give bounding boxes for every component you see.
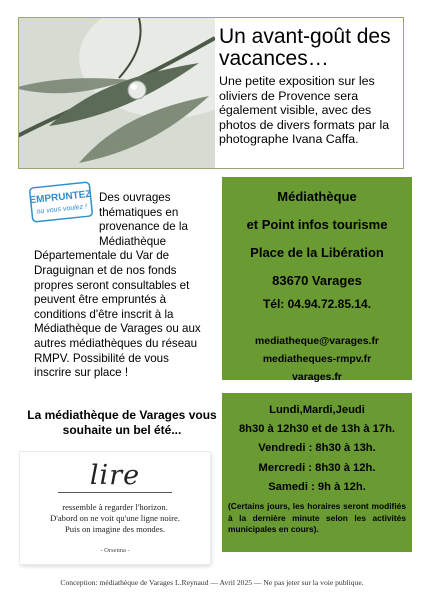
- exhibition-description: Une petite exposition sur les oliviers de Provence sera également visible, avec des photos de divers formats par la photographe Ivana Caffa.: [219, 74, 390, 147]
- quote-title: lire: [89, 460, 141, 491]
- intro-line-4: Médiathèque: [99, 234, 167, 248]
- contact-line: Place de la Libération: [250, 245, 384, 260]
- hours-days: Lundi,Mardi,Jeudi: [269, 404, 365, 416]
- quote-author: - Orsenna -: [100, 547, 130, 554]
- quote-divider: [58, 492, 172, 493]
- hours-line: Vendredi : 8h30 à 13h.: [258, 442, 376, 455]
- summer-wish: La médiathèque de Varages vous souhaite un bel été...: [27, 408, 217, 437]
- hours-line: Samedi : 9h à 12h.: [268, 480, 366, 493]
- hours-line: 8h30 à 12h30 et de 13h à 17h.: [238, 423, 396, 436]
- opening-hours-box: [222, 393, 412, 552]
- town-website-link[interactable]: varages.fr: [292, 372, 342, 383]
- collection-description: [34, 191, 209, 381]
- olive-leaf-illustration: [19, 18, 215, 168]
- quote-card: [20, 452, 210, 564]
- hours-line: Mercredi : 8h30 à 12h.: [258, 461, 376, 474]
- intro-section: [18, 17, 404, 169]
- footer-credit: Conception: médiathèque de Varages L.Reynaud — Avril 2025 — Ne pas jeter sur la voie publique.: [60, 578, 364, 587]
- quote-text: [20, 502, 210, 535]
- contact-line: et Point infos tourisme: [246, 217, 388, 232]
- contact-line: 83670 Varages: [272, 273, 362, 288]
- hours-note: (Certains jours, les horaires seront modifiés à la dernière minute selon les activités municipales en cours).: [228, 501, 406, 535]
- intro-text: [219, 26, 403, 147]
- intro-line-1: Des ouvrages: [99, 191, 171, 204]
- contact-box: [222, 177, 412, 383]
- phone-number: Tél: 04.94.72.85.14.: [262, 297, 372, 311]
- olive-leaf-photo: [19, 18, 215, 168]
- intro-line-2: thématiques en: [99, 205, 179, 219]
- collection-body: Départementale du Var de Draguignan et de nos fonds propres seront consultables et peuvent être empruntés à conditions d'être inscrit à la Médiathèque de Varages ou aux autres médiathèques du réseau RMPV. Possibilité de vous inscrire sur place !: [34, 249, 201, 380]
- quote-line: ressemble à regarder l'horizon.: [62, 502, 168, 512]
- badge-subtitle: ou vous voulez !: [36, 203, 88, 216]
- network-website-link[interactable]: mediatheques-rmpv.fr: [262, 354, 372, 365]
- email-link[interactable]: mediatheque@varages.fr: [255, 336, 379, 347]
- intro-line-3: provenance de la: [99, 220, 188, 234]
- quote-line: D'abord on ne voit qu'une ligne noire.: [50, 513, 180, 523]
- badge-title: EMPRUNTEZ: [29, 188, 93, 207]
- quote-line: Puis on imagine des mondes.: [64, 524, 166, 534]
- headline: Un avant-goût des vacances…: [219, 25, 391, 70]
- contact-line: Médiathèque: [277, 189, 357, 204]
